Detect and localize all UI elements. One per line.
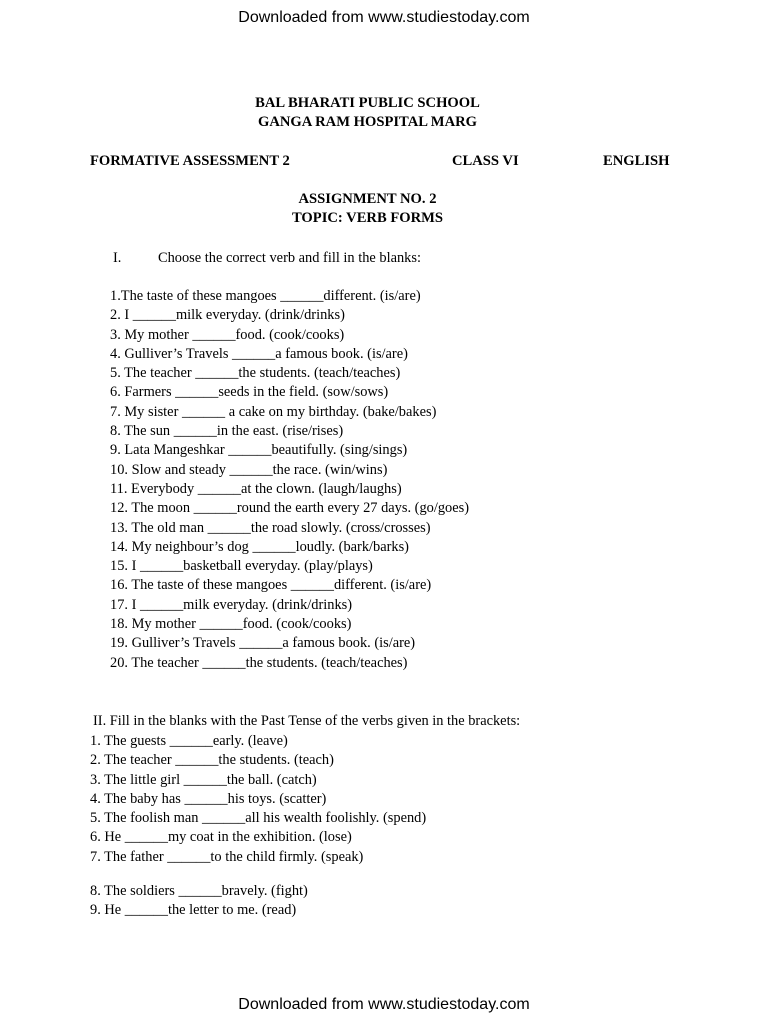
- question-item: 4. Gulliver’s Travels ______a famous book. (is/are): [110, 345, 408, 362]
- class-label: CLASS VI: [452, 153, 519, 169]
- question-item: 7. The father ______to the child firmly. (speak): [90, 848, 364, 865]
- question-item: 15. I ______basketball everyday. (play/plays): [110, 558, 373, 575]
- question-item: 13. The old man ______the road slowly. (cross/crosses): [110, 519, 431, 536]
- section-1-question-list: [110, 287, 469, 673]
- question-item: 12. The moon ______round the earth every 27 days. (go/goes): [110, 500, 470, 517]
- question-item: 1. The guests ______early. (leave): [90, 733, 288, 749]
- section-2-question-list: [90, 732, 426, 867]
- question-item: 2. The teacher ______the students. (teach): [90, 752, 334, 769]
- section-2-heading: II. Fill in the blanks with the Past Tense of the verbs given in the brackets:: [93, 713, 521, 729]
- question-item: 10. Slow and steady ______the race. (win/wins): [110, 461, 388, 478]
- question-item: 7. My sister ______ a cake on my birthday. (bake/bakes): [110, 403, 437, 420]
- question-item: 20. The teacher ______the students. (teach/teaches): [110, 654, 408, 671]
- question-item: 6. He ______my coat in the exhibition. (lose): [90, 829, 352, 846]
- assignment-topic: TOPIC: VERB FORMS: [291, 210, 444, 226]
- question-item: 5. The foolish man ______all his wealth foolishly. (spend): [90, 810, 427, 827]
- section-1-instruction: Choose the correct verb and fill in the blanks:: [158, 250, 421, 266]
- question-item: 3. The little girl ______the ball. (catch): [90, 771, 317, 788]
- question-item: 2. I ______milk everyday. (drink/drinks): [110, 307, 345, 324]
- question-item: 11. Everybody ______at the clown. (laugh/laughs): [110, 480, 402, 497]
- school-address: GANGA RAM HOSPITAL MARG: [257, 114, 478, 130]
- question-item: 8. The sun ______in the east. (rise/rises): [110, 423, 344, 440]
- header-banner: Downloaded from www.studiestoday.com: [238, 9, 530, 26]
- question-item: 3. My mother ______food. (cook/cooks): [110, 326, 345, 343]
- footer-banner: Downloaded from www.studiestoday.com: [238, 996, 530, 1013]
- question-item: 9. Lata Mangeshkar ______beautifully. (sing/sings): [110, 442, 408, 459]
- question-item: 18. My mother ______food. (cook/cooks): [110, 616, 352, 633]
- question-item: 17. I ______milk everyday. (drink/drinks): [110, 596, 353, 613]
- question-item: 9. He ______the letter to me. (read): [90, 902, 297, 919]
- question-item: 8. The soldiers ______bravely. (fight): [90, 883, 308, 899]
- question-item: 1.The taste of these mangoes ______different. (is/are): [110, 288, 421, 304]
- exam-title: FORMATIVE ASSESSMENT 2: [90, 153, 290, 169]
- school-name: BAL BHARATI PUBLIC SCHOOL: [255, 95, 480, 111]
- section-1-number: I.: [113, 250, 122, 266]
- question-item: 5. The teacher ______the students. (teach/teaches): [110, 365, 401, 382]
- subject-label: ENGLISH: [603, 153, 670, 169]
- question-item: 19. Gulliver’s Travels ______a famous book. (is/are): [110, 635, 416, 652]
- question-item: 6. Farmers ______seeds in the field. (sow/sows): [110, 384, 389, 401]
- question-item: 16. The taste of these mangoes ______different. (is/are): [110, 577, 432, 594]
- question-item: 4. The baby has ______his toys. (scatter): [90, 790, 327, 807]
- question-item: 14. My neighbour’s dog ______loudly. (bark/barks): [110, 538, 409, 555]
- section-2-question-list-continued: [90, 882, 308, 921]
- assignment-number: ASSIGNMENT NO. 2: [298, 191, 437, 207]
